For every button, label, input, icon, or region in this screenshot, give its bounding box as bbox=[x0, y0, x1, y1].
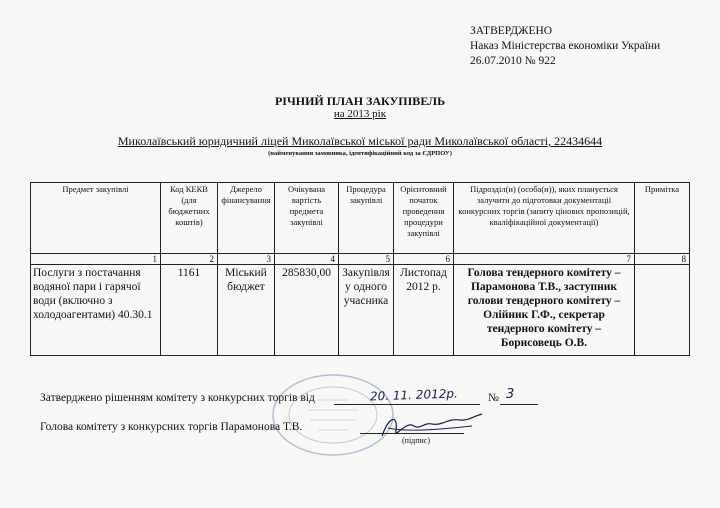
cell-procedure: Закупівля у одного учасника bbox=[339, 265, 394, 356]
header-cost: Очікувана вартість предмета закупівлі bbox=[275, 183, 339, 254]
header-source: Джерело фінансування bbox=[218, 183, 275, 254]
column-number: 1 bbox=[31, 254, 161, 265]
cell-note bbox=[635, 265, 690, 356]
cell-subject: Послуги з постачання водяної пари і гарячої води (включно з холодоагентами) 40.30.1 bbox=[31, 265, 161, 356]
header-subject: Предмет закупівлі bbox=[31, 183, 161, 254]
number-line bbox=[500, 404, 538, 405]
cell-responsible: Голова тендерного комітету – Парамонова Т.В., заступник голови тендерного комітету – Олійник Г.Ф., секретар тендерного комітету – Борисовець О.В. bbox=[454, 265, 635, 356]
handwritten-date: 20. 11. 2012р. bbox=[369, 386, 458, 404]
header-start: Орієнтовний початок проведення процедури закупівлі bbox=[394, 183, 454, 254]
approval-block bbox=[470, 24, 660, 69]
column-number: 5 bbox=[339, 254, 394, 265]
table-row bbox=[31, 265, 690, 356]
column-number: 2 bbox=[161, 254, 218, 265]
cell-source: Міський бюджет bbox=[218, 265, 275, 356]
date-line bbox=[334, 404, 480, 405]
committee-chair-text: Голова комітету з конкурсних торгів Парамонова Т.В. bbox=[40, 421, 303, 433]
approval-line-1: ЗАТВЕРДЖЕНО bbox=[470, 25, 553, 37]
customer-name: Миколаївський юридичний ліцей Миколаївської міської ради Миколаївської області, 22434644 bbox=[117, 134, 603, 148]
table-header-row bbox=[31, 183, 690, 254]
header-kekv: Код КЕКВ (для бюджетних коштів) bbox=[161, 183, 218, 254]
approval-line-3: 26.07.2010 № 922 bbox=[470, 55, 556, 67]
handwritten-signature bbox=[376, 408, 486, 446]
handwritten-number: 3 bbox=[506, 387, 515, 402]
plan-year: на 2013 рік bbox=[333, 108, 387, 120]
column-number: 7 bbox=[454, 254, 635, 265]
document-title: РІЧНИЙ ПЛАН ЗАКУПІВЕЛЬ bbox=[274, 94, 446, 108]
approval-decision-text: Затверджено рішенням комітету з конкурсних торгів від bbox=[40, 392, 315, 404]
column-number: 4 bbox=[275, 254, 339, 265]
cell-kekv: 1161 bbox=[161, 265, 218, 356]
column-number: 8 bbox=[635, 254, 690, 265]
cell-start: Листопад 2012 р. bbox=[394, 265, 454, 356]
header-procedure: Процедура закупівлі bbox=[339, 183, 394, 254]
column-number: 3 bbox=[218, 254, 275, 265]
decision-number-label: № bbox=[488, 392, 499, 404]
column-number: 6 bbox=[394, 254, 454, 265]
procurement-table bbox=[30, 182, 690, 356]
approval-line-2: Наказ Міністерства економіки України bbox=[470, 40, 661, 52]
column-number-row bbox=[31, 254, 690, 265]
signature-label: (підпис) bbox=[402, 436, 431, 445]
cell-cost: 285830,00 bbox=[275, 265, 339, 356]
customer-note: (найменування замовника, ідентифікаційний код за ЄДРПОУ) bbox=[268, 150, 452, 157]
header-note: Примітка bbox=[635, 183, 690, 254]
header-responsible: Підрозділ(и) (особа(и)), яких планується залучити до підготовки документації конкурсних торгів (запиту цінових пропозицій, кваліфікаційної документації) bbox=[454, 183, 635, 254]
